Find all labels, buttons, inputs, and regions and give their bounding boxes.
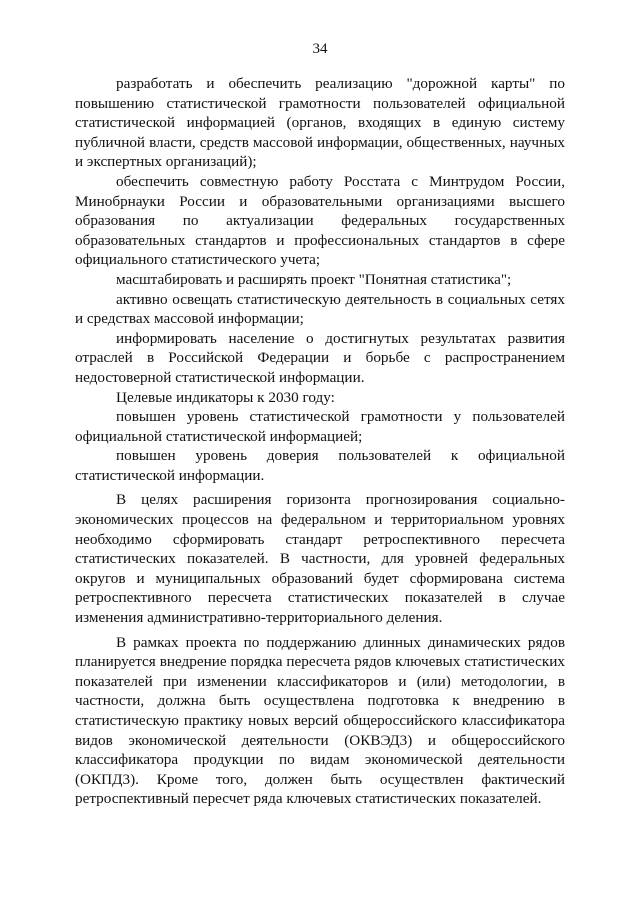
paragraph-long-series-project: В рамках проекта по поддержанию длинных динамических рядов планируется внедрение порядка пересчета рядов ключевых статистических показателей при изменении классификаторов и (или) методологии, в частности, должна быть осуществлена подготовка к внедрению в статистическую практику новых версий общероссийского классификатора видов экономической деятельности (ОКВЭД3) и общероссийского классификатора продукции по видам экономической деятельности (ОКПД3). Кроме того, должен быть осуществлен фактический ретроспективный пересчет ряда ключевых статистических показателей. [75,633,565,808]
paragraph-scale-project: масштабировать и расширять проект "Понятная статистика"; [116,270,512,288]
paragraph-literacy-indicator: повышен уровень статистической грамотности у пользователей официальной статистической информацией; [75,408,565,445]
page-number: 34 [312,41,328,57]
paragraph-inform-population: информировать население о достигнутых результатах развития отраслей в Российской Федерации и борьбе с распространением недостоверной статистической информации. [75,329,565,386]
paragraph-trust-indicator: повышен уровень доверия пользователей к официальной статистической информации. [75,447,565,484]
paragraph-retrospective-standard: В целях расширения горизонта прогнозирования социально-экономических процессов на федеральном и территориальном уровнях необходимо сформировать стандарт ретроспективного пересчета статистических показателей. В частности, для уровней федеральных округов и муниципальных образований будет сформирована система ретроспективного пересчета статистических показателей в случае изменения административно-территориального деления. [75,491,565,627]
paragraph-joint-work: обеспечить совместную работу Росстата с Минтрудом России, Минобрнауки России и образовательными организациями высшего образования по актуализации федеральных государственных образовательных стандартов и профессиональных стандартов в сфере официального статистического учета; [75,172,565,269]
paragraph-social-media: активно освещать статистическую деятельность в социальных сетях и средствах массовой информации; [75,290,565,328]
document-body [75,74,565,809]
paragraph-target-indicators: Целевые индикаторы к 2030 году: [116,388,335,406]
paragraph-roadmap: разработать и обеспечить реализацию "дорожной карты" по повышению статистической грамотности пользователей официальной статистической информацией (органов, входящих в единую систему публичной власти, средств массовой информации, общественных, научных и экспертных организаций); [75,75,565,171]
